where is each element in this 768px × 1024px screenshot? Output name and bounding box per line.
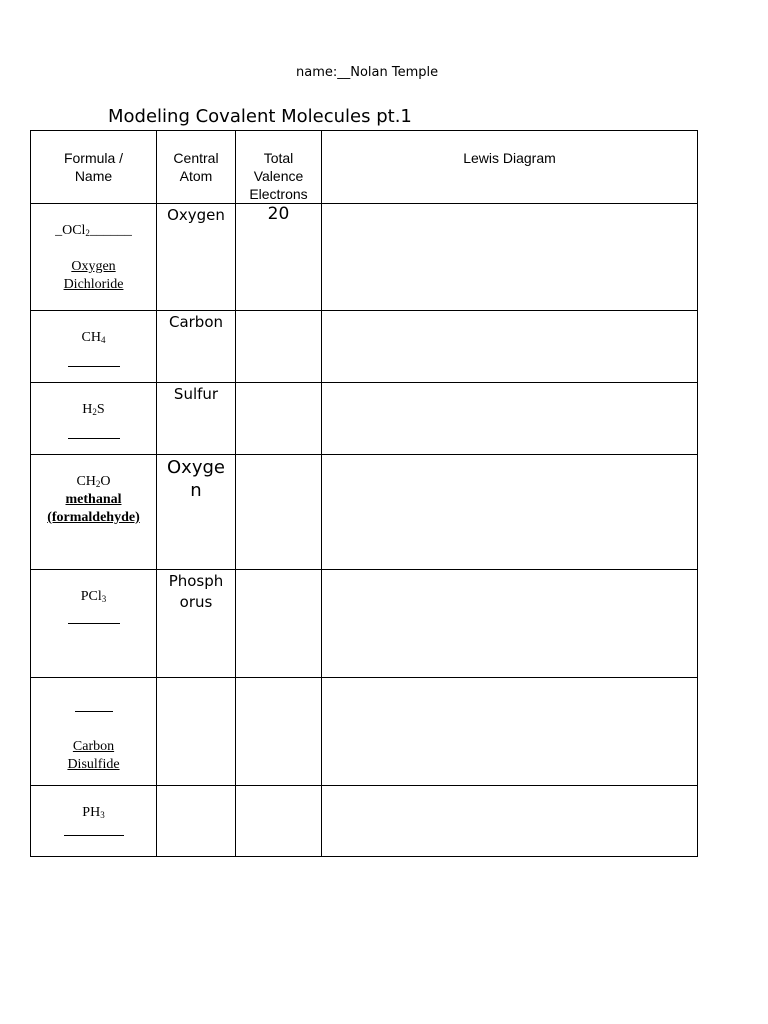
compound-name-line1: methanal [65,492,122,507]
formula-cell [31,311,157,383]
header-row [31,131,698,204]
lewis-diagram-cell[interactable] [322,311,698,383]
formula-text: PCl$_3$ [80,589,107,604]
table-row [31,204,698,311]
table-row [31,786,698,857]
lewis-diagram-cell[interactable] [322,678,698,786]
central-atom-cell[interactable] [157,786,236,857]
compound-name-line2: Dichloride [63,277,124,292]
table-row [31,383,698,455]
formula-text: $CH_4$ [81,330,106,345]
central-atom-cell[interactable] [157,678,236,786]
valence-cell[interactable] [236,455,322,570]
name-blank-line[interactable] [64,834,124,836]
valence-cell[interactable] [236,311,322,383]
formula-text: _OCl$_2$______ [55,223,132,238]
col-header-valence: Total Valence Electrons [236,131,322,204]
valence-cell[interactable] [236,786,322,857]
formula-text: $CH_2O$ [76,474,111,489]
name-blank-line[interactable] [68,437,120,439]
col-header-lewis: Lewis Diagram [322,131,698,204]
lewis-diagram-cell[interactable] [322,786,698,857]
formula-cell [31,678,157,786]
central-atom-cell: Sulfur [157,383,236,455]
formula-cell [31,570,157,678]
lewis-diagram-cell[interactable] [322,570,698,678]
student-name-line: name:__Nolan Temple [296,65,439,80]
central-atom-cell: Oxygen [157,204,236,311]
table-row [31,570,698,678]
central-atom-cell: Phosph orus [157,570,236,678]
table-row [31,678,698,786]
molecules-table [30,130,698,857]
formula-cell [31,455,157,570]
compound-name-line2: (formaldehyde) [47,510,140,525]
worksheet-title: Modeling Covalent Molecules pt.1 [108,106,412,127]
name-blank-line[interactable] [68,622,120,624]
lewis-diagram-cell[interactable] [322,204,698,311]
compound-name-line1: Oxygen [71,259,116,274]
valence-cell[interactable] [236,570,322,678]
formula-text: $H_2S$ [82,402,105,417]
lewis-diagram-cell[interactable] [322,455,698,570]
valence-cell: 20 [236,204,322,311]
table-row [31,455,698,570]
compound-name-line1: Carbon [72,739,115,754]
valence-cell[interactable] [236,383,322,455]
formula-cell [31,786,157,857]
lewis-diagram-cell[interactable] [322,383,698,455]
valence-cell[interactable] [236,678,322,786]
col-header-formula: Formula / Name [31,131,157,204]
formula-cell [31,204,157,311]
name-blank-line[interactable] [68,365,120,367]
central-atom-cell: Oxyge n [157,455,236,570]
table-row [31,311,698,383]
formula-cell [31,383,157,455]
central-atom-cell: Carbon [157,311,236,383]
formula-blank-line[interactable] [75,710,113,712]
compound-name-line2: Disulfide [67,757,120,772]
col-header-central-atom: Central Atom [157,131,236,204]
formula-text: $PH_3$ [82,805,105,820]
